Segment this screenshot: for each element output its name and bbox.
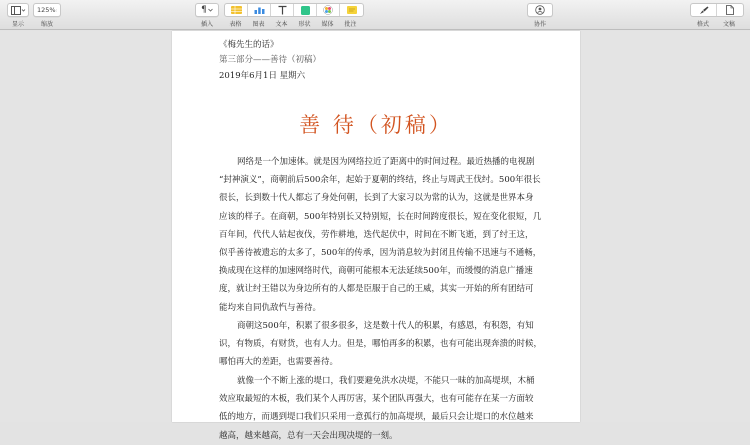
book-title: 《梅先生的话》 xyxy=(219,40,279,50)
text-line: 换成现在这样的加速网络时代，商朝可能根本无法延续500年，而缓慢的消息广播速 xyxy=(219,266,533,277)
comment-label: 批注 xyxy=(344,21,357,28)
view-label: 显示 xyxy=(11,21,24,28)
table-icon xyxy=(231,6,242,14)
chart-icon xyxy=(254,6,265,14)
media-label: 媒体 xyxy=(321,21,334,28)
text-line: 能均来自同仇敌忾与善待。 xyxy=(219,302,322,313)
collaborate-menu[interactable] xyxy=(527,3,553,28)
zoom-select[interactable] xyxy=(33,3,61,17)
insert-menu[interactable] xyxy=(195,3,219,28)
shape-label: 形状 xyxy=(298,21,311,28)
table-button[interactable] xyxy=(225,4,248,16)
media-icon xyxy=(323,5,333,15)
format-label: 格式 xyxy=(696,21,709,28)
text-line: 商朝这500年，积累了很多很多，这是数十代人的积累，有感恩，有积怨，有知 xyxy=(237,321,534,331)
sidebar-icon xyxy=(11,6,25,15)
chart-button[interactable] xyxy=(248,4,271,16)
collaborate-button[interactable] xyxy=(527,3,553,17)
text-line: 应该的样子。在商朝，500年特别长又特别短，长在时间跨度很长，短在变化很短，几 xyxy=(219,211,542,222)
text-line: 低的地方，而遇到堤口我们只采用一意孤行的加高堤坝，最后只会让堤口的水位越来 xyxy=(219,412,534,423)
zoom-label: 缩放 xyxy=(40,21,53,28)
document-title: 善 待（初稿） xyxy=(299,113,453,137)
collaborate-label: 协作 xyxy=(533,21,546,28)
format-button[interactable] xyxy=(691,4,717,16)
chevron-down-icon xyxy=(208,8,213,12)
chart-label: 图表 xyxy=(252,21,265,28)
insert-objects-group xyxy=(224,3,364,28)
insert-label: 插入 xyxy=(200,21,213,28)
inspector-group xyxy=(690,3,744,28)
zoom-menu[interactable] xyxy=(33,3,61,28)
text-line: 哪怕再大的差距，也需要善待。 xyxy=(219,357,339,368)
person-add-icon xyxy=(535,5,545,15)
paragraph-3 xyxy=(219,372,535,445)
paragraph-1 xyxy=(219,153,542,317)
view-button[interactable] xyxy=(7,3,29,17)
text-line: 识，有物质，有财货，也有人力。但是，哪怕再多的积累，也有可能出现奔溃的时候， xyxy=(219,339,543,350)
paragraph-2 xyxy=(219,317,543,372)
text-line: 效应取最短的木板，我们某个人再厉害，某个团队再强大，也有可能存在某一方面较 xyxy=(219,394,534,405)
media-button[interactable] xyxy=(317,4,340,16)
text-box-icon xyxy=(278,6,287,15)
comment-icon xyxy=(347,6,357,14)
zoom-value: 125% xyxy=(37,6,56,14)
document-button[interactable] xyxy=(717,4,743,16)
shape-icon xyxy=(301,6,310,15)
paintbrush-icon xyxy=(699,6,709,15)
text-line: 似乎善待被遗忘的太多了，500年的传承，因为消息较为封闭且传输不迅速与不通畅， xyxy=(219,248,542,259)
pilcrow-icon: ¶ xyxy=(201,5,207,15)
text-line: 就像一个不断上涨的堤口，我们要避免洪水决堤，不能只一昧的加高堤坝，木桶 xyxy=(237,376,535,386)
text-line: 网络是一个加速体。就是因为网络拉近了距离中的时间过程。最近热播的电视剧 xyxy=(237,157,535,167)
document-icon xyxy=(726,5,734,15)
comment-button[interactable] xyxy=(340,4,363,16)
part-title: 第三部分——善待（初稿） xyxy=(219,55,322,65)
text-line: 很长，长到数十代人都忘了身处何朝，长到了大家习以为常的认为，这就是世界本身 xyxy=(219,193,534,204)
table-label: 表格 xyxy=(229,21,242,28)
text-label: 文本 xyxy=(275,21,288,28)
chevron-updown-icon xyxy=(56,7,57,14)
shape-button[interactable] xyxy=(294,4,317,16)
text-button[interactable] xyxy=(271,4,294,16)
document-label: 文稿 xyxy=(722,21,735,28)
document-page[interactable] xyxy=(172,31,580,441)
document-canvas[interactable] xyxy=(0,31,750,441)
toolbar xyxy=(0,0,750,30)
text-line: 越高，越来越高，总有一天会出现决堤的一刻。 xyxy=(219,430,398,441)
text-line: 百年间，代代人钻起夜伐，劳作耕地，迭代起伏中，时间在不断飞逝，到了纣王这， xyxy=(219,229,534,240)
view-menu[interactable] xyxy=(7,3,29,28)
date-line: 2019年6月1日 星期六 xyxy=(219,71,306,81)
insert-button[interactable] xyxy=(195,3,219,17)
text-line: 度，就让纣王错以为身边所有的人都是臣服于自己的王威，其实一开始的所有团结可 xyxy=(219,284,534,295)
text-line: “封神演义”，商朝前后500余年，起始于夏朝的终结，终止与周武王伐纣。500年很长 xyxy=(219,175,541,186)
